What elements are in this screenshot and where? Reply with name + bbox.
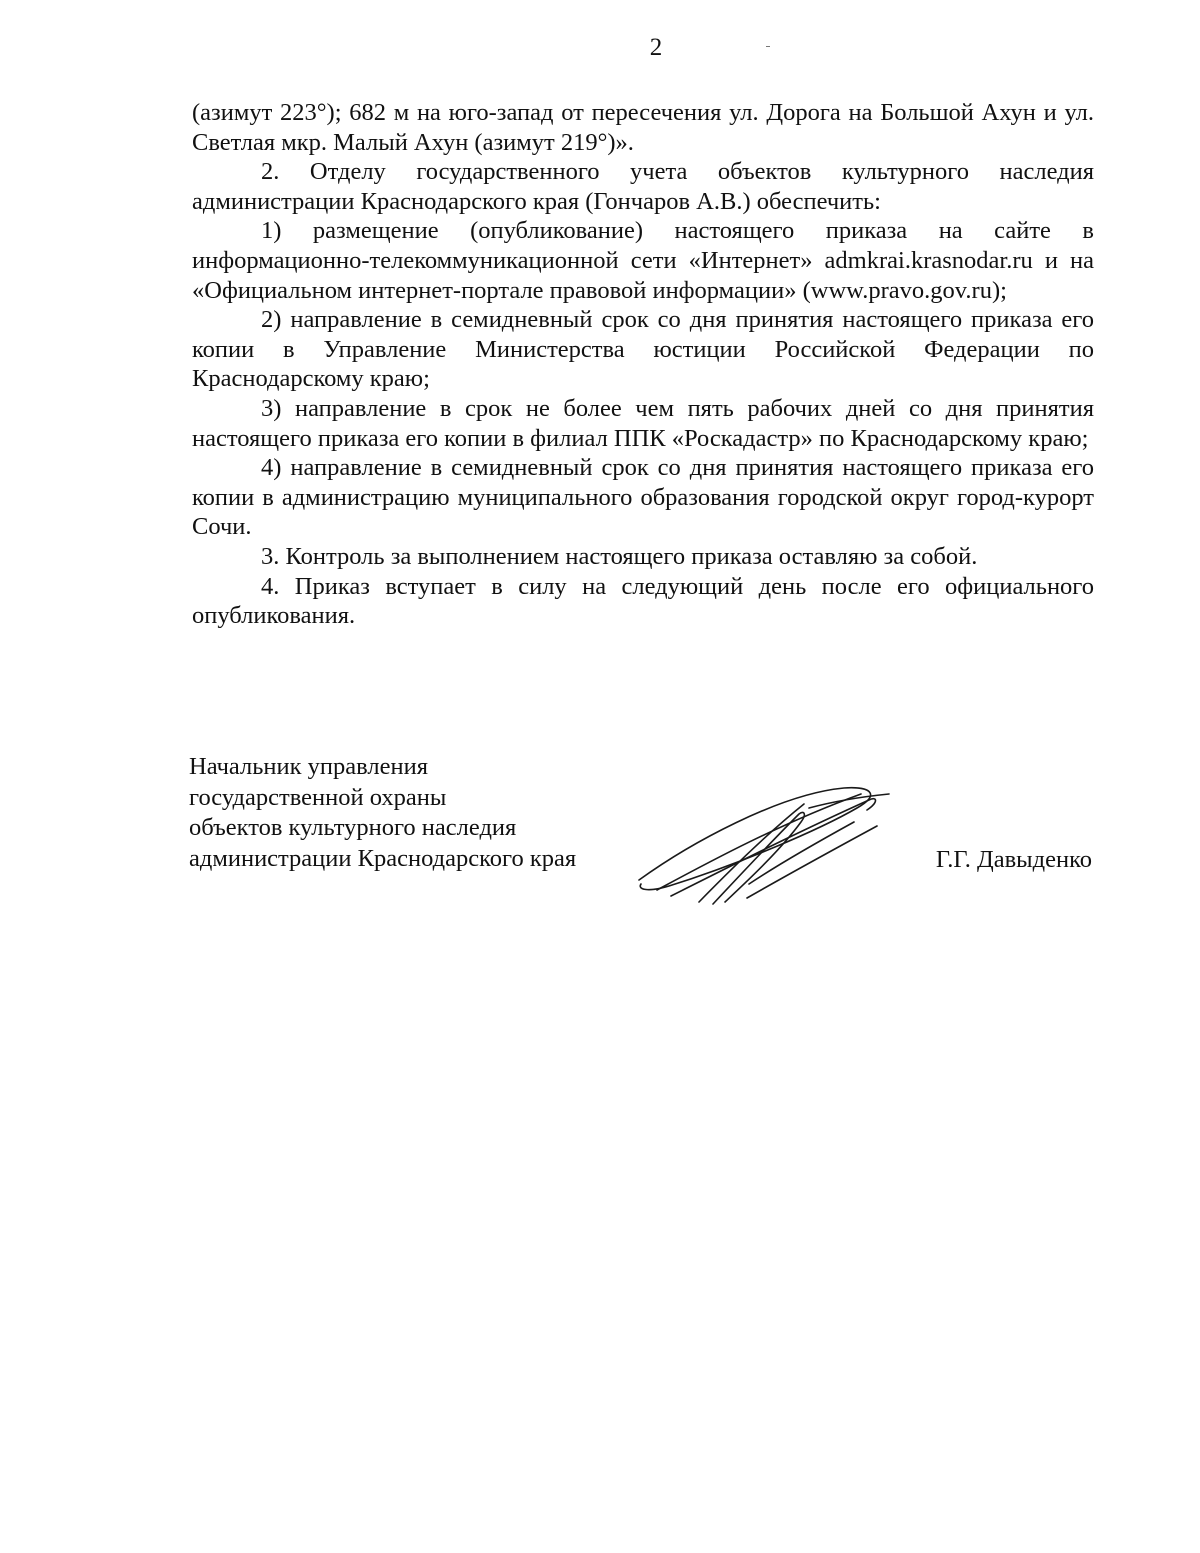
- paragraph-item-4: 4. Приказ вступает в силу на следующий день после его официального опубликования.: [192, 572, 1094, 630]
- signer-title: [189, 752, 576, 874]
- page-number: 2: [649, 34, 663, 61]
- signer-title-line: администрации Краснодарского края: [189, 844, 577, 872]
- paragraph-item-2: 2. Отделу государственного учета объектов культурного наследия администрации Краснодарского края (Гончаров А.В.) обеспечить:: [192, 158, 1094, 215]
- signer-title-line: Начальник управления: [189, 753, 428, 780]
- document-body: [192, 98, 1094, 631]
- signer-title-line: государственной охраны: [189, 783, 447, 811]
- paragraph-item-3: 3. Контроль за выполнением настоящего приказа оставляю за собой.: [261, 542, 978, 570]
- signer-name: Г.Г. Давыденко: [935, 846, 1092, 873]
- signature-block: [189, 752, 1094, 922]
- paragraph-subitem-3: 3) направление в срок не более чем пять рабочих дней со дня принятия настоящего приказа его копии в филиал ППК «Роскадастр» по Краснодарскому краю;: [192, 394, 1094, 452]
- scan-speck: [766, 46, 770, 47]
- paragraph-continuation: (азимут 223°); 682 м на юго-запад от пересечения ул. Дорога на Большой Ахун и ул. Светлая мкр. Малый Ахун (азимут 219°)».: [192, 99, 1094, 156]
- paragraph-subitem-1: 1) размещение (опубликование) настоящего приказа на сайте в информационно-телекоммуникационной сети «Интернет» admkrai.krasnodar.ru и на «Официальном интернет-портале правовой информации» (www.pravo.gov.ru);: [192, 217, 1094, 304]
- signer-title-line: объектов культурного наследия: [189, 814, 517, 841]
- paragraph-subitem-2: 2) направление в семидневный срок со дня принятия настоящего приказа его копии в Управление Министерства юстиции Российской Федерации по Краснодарскому краю;: [192, 306, 1094, 393]
- paragraph-subitem-4: 4) направление в семидневный срок со дня принятия настоящего приказа его копии в администрацию муниципального образования городской округ город-курорт Сочи.: [192, 454, 1094, 541]
- handwritten-signature: [629, 774, 899, 914]
